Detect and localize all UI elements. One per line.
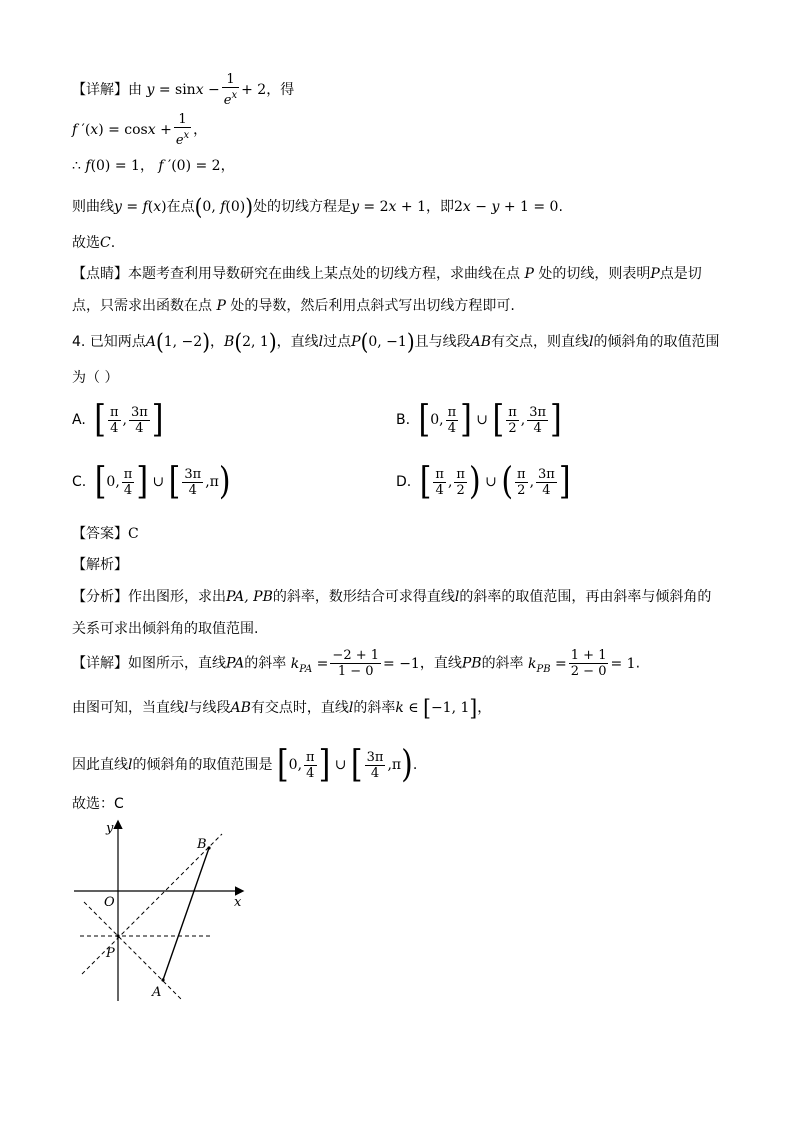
derivative-line: f ′(x) = cosx + $\frac{1}{e^x}$ ，: [72, 112, 208, 148]
label-A: A: [152, 985, 162, 1000]
f0-value: f(0) = 1: [85, 158, 140, 174]
answer-line: [72, 524, 139, 544]
function-expression: y = sinx − $\frac{1}{e^x}$ + 2: [146, 72, 267, 108]
question-4-stem-2: 为（ ）: [72, 370, 119, 386]
label-O: O: [104, 895, 115, 910]
question-4-stem: 4. 已知两点A(1, −2)，B(2, 1)，直线l过点P(0, −1)且与线段AB有交点，则直线l的倾斜角的取值范围: [72, 328, 720, 356]
option-d[interactable]: D. [ $\frac{\pi}{4}$ , $\frac{\pi}{2}$ ) ∪ ( $\frac{\pi}{2}$ , $\frac{3\pi}{4}$ ]: [396, 459, 571, 504]
dashed-line-PB: [82, 834, 222, 974]
thus-line: 因此直线l的倾斜角的取值范围是 [0, $\frac{\pi}{4}$ ] ∪ [ $\frac{3\pi}{4}$ ,π).: [72, 742, 418, 787]
answer-value: C: [128, 526, 139, 542]
segment-AB: [163, 848, 209, 980]
point-marker-P: [116, 934, 119, 937]
tangent-line-sentence: 则曲线y = f(x)在点(0, f(0))处的切线方程是y = 2x + 1，即2x − y + 1 = 0.: [72, 193, 563, 221]
tip-tag: 【点睛】: [72, 266, 128, 282]
slope-PA: $k_{PA}$ = $\frac{-2 + 1}{1 - 0}$ = −1: [290, 648, 420, 679]
tip-line-2: 点，只需求出函数在点 P 处的导数，然后利用点斜式写出切线方程即可.: [72, 298, 515, 314]
choice-line-3: 故选C.: [72, 235, 116, 251]
point-marker-B: [207, 846, 210, 849]
fenxi-line-1: 【分析】作出图形，求出PA, PB的斜率，数形结合可求得直线l的斜率的取值范围，再由斜率与倾斜角的: [72, 589, 712, 605]
label-x: x: [234, 895, 242, 910]
values-line: ∴ f(0) = 1， f ′(0) = 2，: [72, 158, 235, 174]
label-y: y: [106, 821, 114, 836]
tip-line-1: 【点睛】本题考查利用导数研究在曲线上某点处的切线方程，求曲线在点 P 处的切线，则表明P点是切: [72, 266, 702, 282]
label-P: P: [106, 946, 115, 961]
analysis-line: [72, 555, 128, 575]
question-number: 4.: [72, 334, 86, 350]
point-A: A(1, −2): [145, 328, 211, 356]
dashed-line-PA: [84, 902, 182, 1000]
point-B: B(2, 1): [224, 328, 277, 356]
fp0-value: f ′(0) = 2: [158, 158, 221, 174]
answer-tag: 【答案】: [72, 526, 128, 542]
fenxi-line-2: 关系可求出倾斜角的取值范围.: [72, 621, 259, 637]
slope-PB: $k_{PB}$ = $\frac{1 + 1}{2 - 0}$ = 1: [528, 648, 636, 679]
choice-line-4: 故选：C: [72, 796, 124, 812]
option-b[interactable]: B. [0, $\frac{\pi}{4}$ ] ∪ [ $\frac{\pi}{2}$ , $\frac{3\pi}{4}$ ]: [396, 397, 562, 442]
label-B: B: [197, 837, 207, 852]
derivative-expression: f ′(x) = cosx + $\frac{1}{e^x}$: [72, 112, 190, 148]
point-P: P(0, −1): [351, 328, 415, 356]
detail-line-3: 【详解】由 y = sinx − $\frac{1}{e^x}$ + 2，得: [72, 72, 295, 108]
analysis-tag: 【解析】: [72, 557, 128, 573]
coordinate-figure: [66, 816, 256, 1016]
option-c[interactable]: C. [0, $\frac{\pi}{4}$ ] ∪ [ $\frac{3\pi}{4}$ ,π): [72, 459, 231, 504]
detail-line-4: 【详解】如图所示，直线PA的斜率 $k_{PA}$ = $\frac{-2 + 1}{1 - 0}$ = −1，直线PB的斜率 $k_{PB}$ = $\frac{1 + 1}{2 - 0}$ = 1.: [72, 648, 641, 679]
point-marker-A: [161, 978, 164, 981]
option-a[interactable]: A. [ $\frac{\pi}{4}$ , $\frac{3\pi}{4}$ ]: [72, 397, 164, 442]
from-figure-line: 由图可知，当直线l与线段AB有交点时，直线l的斜率k ∈ [−1, 1]，: [72, 694, 492, 722]
detail-tag: 【详解】: [72, 82, 128, 98]
